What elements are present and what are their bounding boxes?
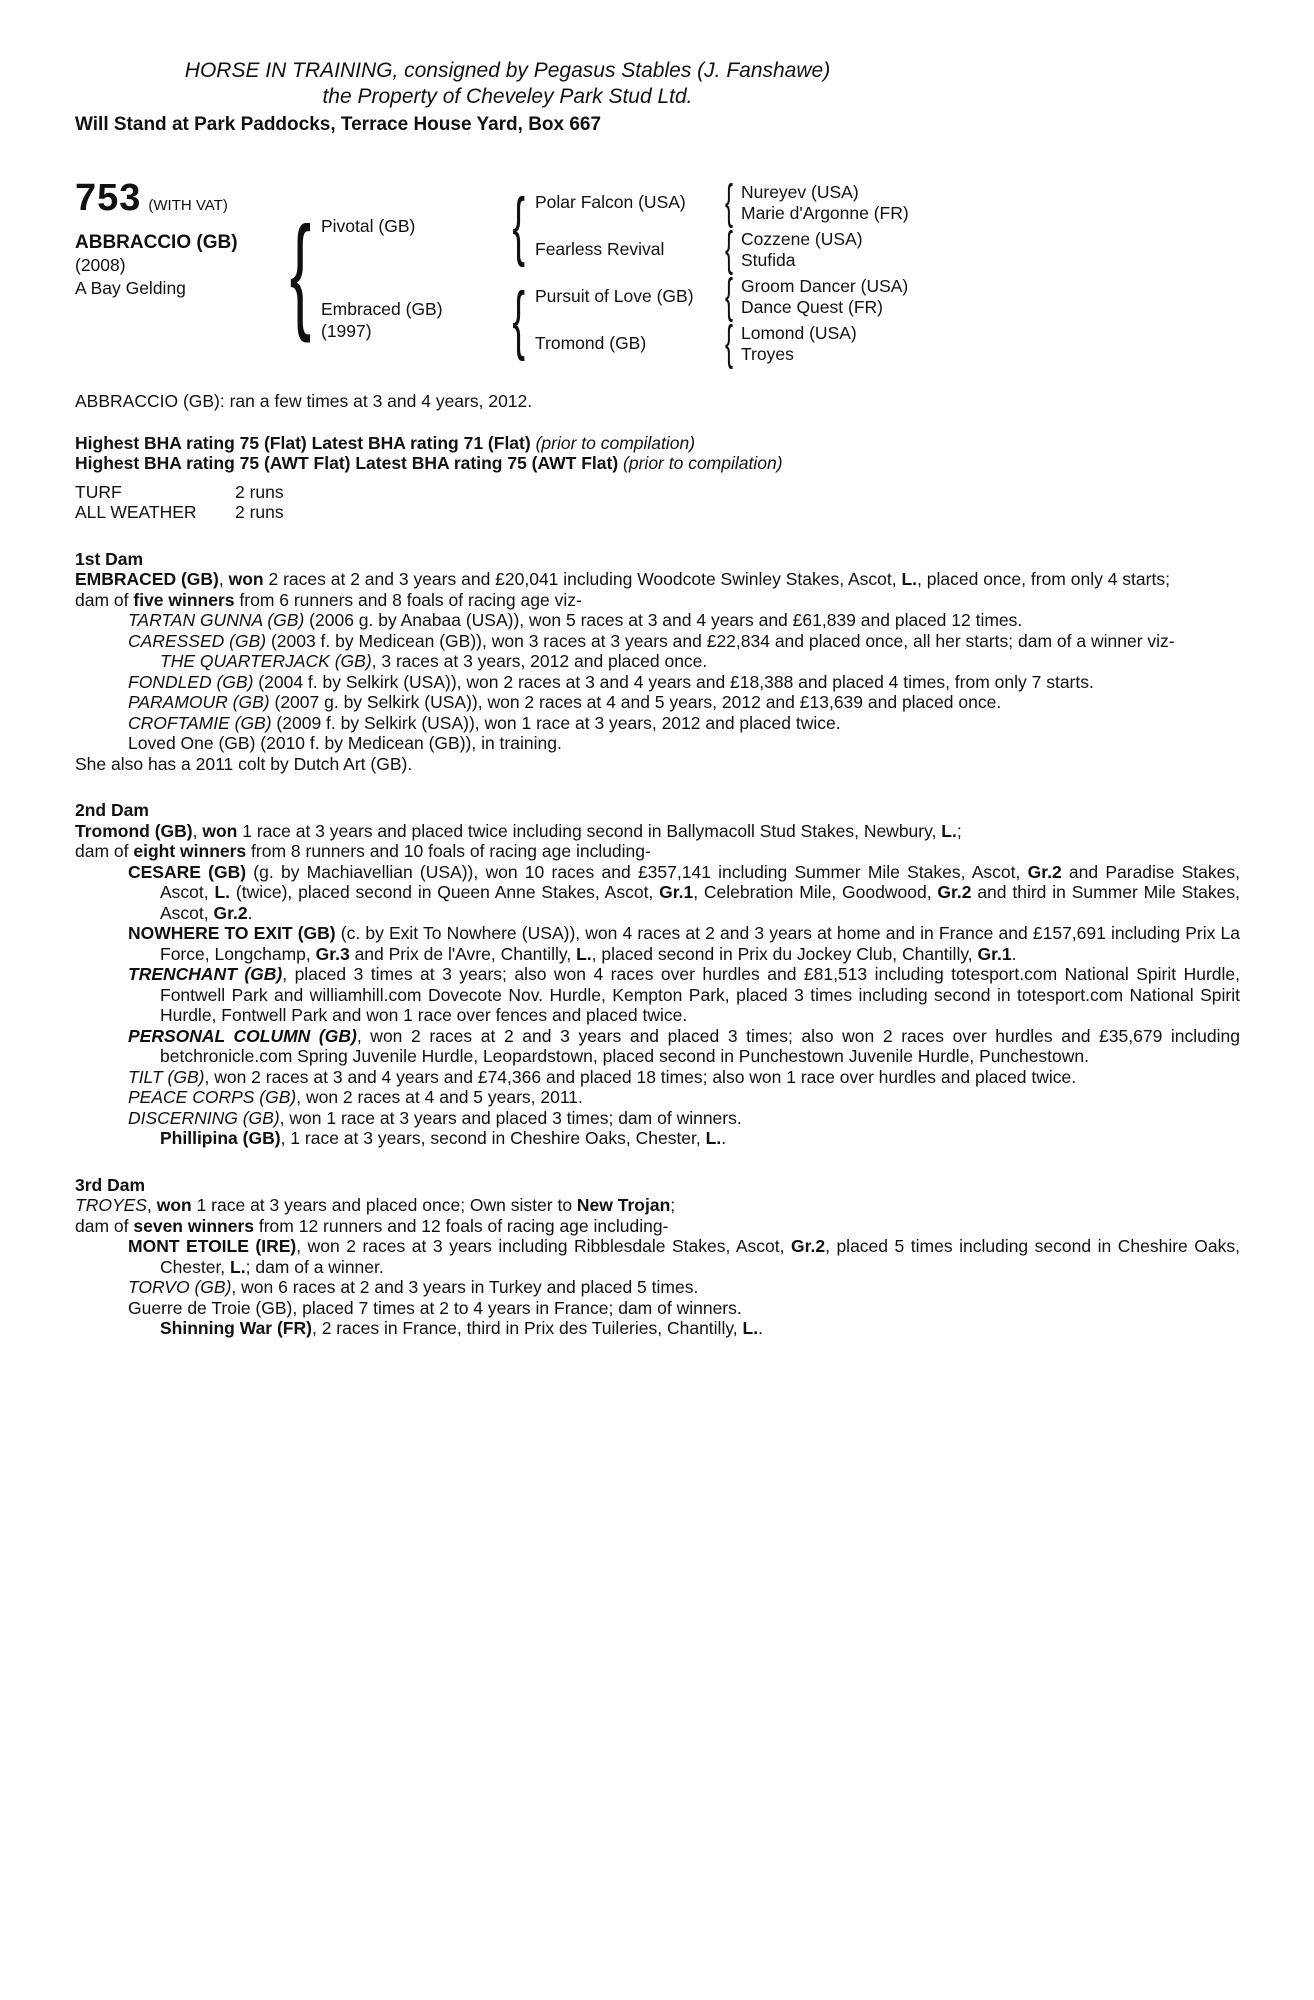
progeny-line — [75, 1108, 1240, 1129]
text-segment: (2006 g. by Anabaa (USA)), won 5 races at 3 and 4 years and £61,839 and placed 12 times. — [304, 610, 1023, 630]
sub-progeny-line — [75, 1318, 1240, 1339]
text-segment: (2009 f. by Selkirk (USA)), won 1 race at 3 years, 2012 and placed twice. — [271, 712, 841, 733]
lot-number-row — [75, 179, 287, 217]
dam-line — [75, 569, 1240, 590]
dam-line — [75, 821, 1240, 842]
text-segment: 1 race at 3 years and placed once; Own sister to — [191, 1195, 577, 1215]
text-segment: from 12 runners and 12 foals of racing age including- — [254, 1215, 669, 1236]
dam-line — [75, 1195, 1240, 1216]
text-segment: , won 6 races at 2 and 3 years in Turkey and placed 5 times. — [231, 1277, 699, 1297]
text-segment: (c. by Exit To Nowhere (USA)), won 4 races at 2 and 3 years at home and in France and £157,691 including Prix La Force, Longchamp, — [160, 923, 1240, 964]
pedigree-brace-icon — [721, 316, 738, 370]
text-segment: She also has a 2011 colt by Dutch Art (GB). — [75, 753, 413, 774]
pedigree-sire-sire-dam-name: Marie d'Argonne (FR) — [741, 202, 909, 223]
pedigree-dam-half — [313, 269, 1240, 370]
text-segment: won — [228, 569, 264, 589]
text-segment: , placed second in Prix du Jockey Club, Chantilly, — [591, 943, 978, 964]
pedigree-brace-icon — [721, 269, 738, 323]
section-heading-1st-dam — [75, 549, 1240, 570]
text-segment: ABBRACCIO (GB): ran a few times at 3 and 4 years, 2012. — [75, 391, 533, 411]
text-segment: eight winners — [133, 841, 247, 861]
progeny-line — [75, 862, 1240, 924]
dam-note-line — [75, 754, 1240, 775]
horse-foaling-year: (2008) — [75, 255, 126, 275]
text-segment: ; — [956, 820, 962, 841]
text-segment: L. — [742, 1318, 759, 1338]
pedigree-dam-sire-name: Pursuit of Love (GB) — [535, 286, 694, 307]
pedigree-dam — [313, 298, 509, 342]
progeny-line — [75, 1298, 1240, 1319]
text-segment: EMBRACED (GB) — [75, 569, 219, 589]
text-segment: . — [758, 1318, 763, 1338]
text-segment: . — [721, 1128, 727, 1148]
pedigree-quarter — [529, 269, 1240, 323]
text-segment: 3rd Dam — [75, 1174, 146, 1195]
progeny-line — [75, 923, 1240, 964]
horse-description: A Bay Gelding — [75, 278, 186, 298]
text-segment: . — [247, 902, 253, 923]
text-segment: , placed once, from only 4 starts; — [917, 569, 1170, 589]
pedigree-sire-sire-sire-name: Nureyev (USA) — [741, 181, 859, 202]
text-segment: PERSONAL COLUMN (GB) — [128, 1025, 357, 1046]
pedigree-dam-name: Embraced (GB) — [321, 299, 443, 319]
rating-line-2 — [75, 453, 1240, 474]
lot-section — [75, 175, 1240, 370]
text-segment: DISCERNING (GB) — [128, 1107, 280, 1128]
progeny-line — [75, 1026, 1240, 1067]
text-segment: and third in Summer Mile Stakes, Ascot, — [160, 882, 1240, 923]
text-segment: Gr.2 — [1027, 861, 1062, 882]
text-segment: 2nd Dam — [75, 800, 149, 820]
pedigree-brace-gen1-icon — [287, 179, 313, 367]
brace-glyph: { — [512, 182, 526, 268]
text-segment: Highest BHA rating 75 (AWT Flat) Latest BHA rating 75 (AWT Flat) — [75, 453, 624, 473]
pedigree-sire-name: Pivotal (GB) — [321, 216, 416, 236]
horse-summary — [75, 391, 1240, 412]
text-segment: , won 2 races at 3 and 4 years and £74,366 and placed 18 times; also won 1 race over hurdles and placed twice. — [204, 1066, 1077, 1087]
text-segment: , — [192, 820, 203, 841]
pedigree-gen3-pair — [738, 276, 1240, 318]
text-segment: , placed 5 times including second in Cheshire Oaks, Chester, — [160, 1236, 1240, 1277]
text-segment: Shinning War (FR) — [160, 1318, 312, 1338]
text-segment: 1 race at 3 years and placed twice including second in Ballymacoll Stud Stakes, Newbury, — [237, 820, 942, 841]
pedigree-gen3-pair — [738, 182, 1240, 224]
brace-glyph: { — [725, 222, 734, 276]
text-segment: dam of — [75, 1215, 134, 1236]
dam-produce-line — [75, 590, 1240, 611]
text-segment: . — [1011, 943, 1017, 964]
text-segment: Gr.1 — [977, 943, 1012, 964]
pedigree-brace-sire-icon — [509, 182, 529, 268]
dam-produce-line — [75, 841, 1240, 862]
text-segment: L. — [576, 943, 592, 964]
text-segment: Loved One (GB) (2010 f. by Medicean (GB)), in training. — [128, 733, 562, 753]
text-segment: won — [156, 1195, 192, 1215]
pedigree-dam-quarters — [529, 269, 1240, 370]
text-segment: MONT ETOILE (IRE) — [128, 1236, 297, 1256]
section-heading-2nd-dam — [75, 800, 1240, 821]
text-segment: , won 2 races at 3 years including Ribblesdale Stakes, Ascot, — [296, 1236, 792, 1256]
text-segment: (twice), placed second in Queen Anne Stakes, Ascot, — [230, 882, 660, 902]
text-segment: ALL WEATHER — [75, 502, 197, 522]
text-segment: Gr.2 — [937, 882, 972, 902]
sub-progeny-line — [75, 1128, 1240, 1149]
text-segment: CESARE (GB) — [128, 861, 247, 882]
text-segment: (2007 g. by Selkirk (USA)), won 2 races at 4 and 5 years, 2012 and £13,639 and placed once. — [269, 692, 1002, 712]
sub-progeny-line — [75, 651, 1240, 672]
text-segment: 1st Dam — [75, 548, 144, 569]
text-segment: won — [202, 820, 238, 841]
pedigree-sire-dam-name: Fearless Revival — [535, 239, 665, 260]
lot-number: 753 — [75, 177, 142, 219]
pedigree-dam-sire-dam-name: Dance Quest (FR) — [741, 296, 883, 317]
progeny-line — [75, 1087, 1240, 1108]
text-segment: TRENCHANT (GB) — [128, 964, 283, 984]
text-segment: Phillipina (GB) — [160, 1128, 281, 1148]
text-segment: L. — [941, 820, 957, 841]
progeny-line — [75, 964, 1240, 1026]
text-segment: (g. by Machiavellian (USA)), won 10 races and £357,141 including Summer Mile Stakes, Ascot, — [246, 861, 1028, 882]
brace-glyph: { — [725, 316, 734, 370]
text-segment: TURF — [75, 481, 122, 502]
text-segment: PEACE CORPS (GB) — [128, 1087, 297, 1107]
pedigree-sire-dam-sire-name: Cozzene (USA) — [741, 228, 863, 249]
text-segment: FONDLED (GB) — [128, 671, 254, 692]
horse-name: ABBRACCIO (GB) — [75, 232, 238, 253]
text-segment: L. — [901, 569, 918, 589]
text-segment: , won 2 races at 2 and 3 years and placed 3 times; also won 2 races over hurdles and £35,679 including betchronicle.com Spring Juvenile Hurdle, Leopardstown, placed second in Punchestown Juvenile Hurdle, Punchestown. — [160, 1025, 1241, 1066]
pedigree-sire-dam-dam-name: Stufida — [741, 249, 796, 270]
pedigree-halves — [313, 175, 1240, 370]
text-segment: PARAMOUR (GB) — [128, 692, 270, 712]
text-segment: 2 runs — [235, 481, 284, 502]
text-segment: Gr.2 — [213, 902, 248, 923]
text-segment: from 6 runners and 8 foals of racing age viz- — [234, 589, 582, 610]
text-segment: L. — [705, 1128, 722, 1148]
pedigree-sire-quarters — [529, 175, 1240, 276]
progeny-line — [75, 713, 1240, 734]
brace-glyph: { — [289, 201, 311, 345]
text-segment: TILT (GB) — [128, 1066, 205, 1087]
text-segment: , — [146, 1195, 157, 1215]
progeny-line — [75, 1067, 1240, 1088]
text-segment: Gr.1 — [659, 882, 694, 902]
catalog-body — [75, 391, 1240, 1339]
pedigree-quarter — [529, 316, 1240, 370]
pedigree-brace-icon — [721, 222, 738, 276]
text-segment: New Trojan — [576, 1195, 671, 1215]
runs-all-weather — [75, 502, 1240, 523]
pedigree-dam-sire-sire-name: Groom Dancer (USA) — [741, 275, 909, 296]
text-segment: five winners — [133, 589, 235, 610]
text-segment: , won 1 race at 3 years and placed 3 times; dam of winners. — [279, 1107, 742, 1128]
text-segment: THE QUARTERJACK (GB) — [160, 651, 372, 671]
text-segment: TORVO (GB) — [128, 1277, 232, 1297]
pedigree-dam-year: (1997) — [321, 321, 372, 341]
progeny-line — [75, 692, 1240, 713]
pedigree-sire — [313, 215, 509, 237]
text-segment: and Paradise Stakes, Ascot, — [160, 861, 1240, 902]
pedigree-gen3-pair — [738, 323, 1240, 365]
text-segment: dam of — [75, 589, 134, 610]
section-heading-3rd-dam — [75, 1175, 1240, 1196]
text-segment: Gr.3 — [315, 943, 350, 964]
text-segment: Tromond (GB) — [75, 820, 193, 841]
text-segment: , won 2 races at 4 and 5 years, 2011. — [296, 1087, 583, 1107]
text-segment: , Celebration Mile, Goodwood, — [693, 882, 938, 902]
pedigree-gen3-pair — [738, 229, 1240, 271]
text-segment: seven winners — [133, 1215, 254, 1236]
progeny-line — [75, 631, 1240, 652]
progeny-line — [75, 610, 1240, 631]
text-segment: (2004 f. by Selkirk (USA)), won 2 races at 3 and 4 years and £18,388 and placed 4 times, from only 7 starts. — [253, 671, 1094, 692]
lot-details — [75, 179, 287, 367]
stabling-location-line: Will Stand at Park Paddocks, Terrace House Yard, Box 667 — [75, 114, 602, 135]
pedigree-dam-dam-dam-name: Troyes — [741, 343, 794, 364]
progeny-line — [75, 733, 1240, 754]
text-segment: Highest BHA rating 75 (Flat) Latest BHA rating 71 (Flat) — [75, 432, 536, 453]
property-line: the Property of Cheveley Park Stud Ltd. — [322, 85, 693, 108]
text-segment: , 2 races in France, third in Prix des Tuileries, Chantilly, — [311, 1318, 743, 1338]
text-segment: from 8 runners and 10 foals of racing age including- — [246, 841, 651, 861]
text-segment: (prior to compilation) — [535, 432, 696, 453]
text-segment: TROYES — [75, 1195, 147, 1215]
text-segment: (2003 f. by Medicean (GB)), won 3 races at 3 years and £22,834 and placed once, all her starts; dam of a winner viz- — [266, 630, 1175, 651]
text-segment: L. — [214, 882, 231, 902]
text-segment: Guerre de Troie (GB), placed 7 times at 2 to 4 years in France; dam of winners. — [128, 1297, 742, 1318]
progeny-line — [75, 1236, 1240, 1277]
text-segment: , placed 3 times at 3 years; also won 4 races over hurdles and £81,513 including totesport.com National Spirit Hurdle, Fontwell Park and williamhill.com Dovecote Nov. Hurdle, Kempton Park, placed 3 times including second in totesport.com National Spirit Hurdle, Fontwell Park and won 1 race over fences and placed twice. — [160, 964, 1240, 1025]
text-segment: L. — [230, 1256, 246, 1277]
pedigree-dam-dam-name: Tromond (GB) — [535, 333, 647, 354]
brace-glyph: { — [725, 175, 734, 229]
pedigree-brace-dam-icon — [509, 276, 529, 362]
text-segment: ; — [670, 1195, 676, 1215]
text-segment: TARTAN GUNNA (GB) — [128, 610, 305, 630]
text-segment: CARESSED (GB) — [128, 630, 267, 651]
brace-glyph: { — [512, 276, 526, 362]
runs-turf — [75, 482, 1240, 503]
pedigree-quarter — [529, 175, 1240, 229]
text-segment: NOWHERE TO EXIT (GB) — [128, 923, 336, 943]
pedigree-brace-icon — [721, 175, 738, 229]
text-segment: and Prix de l'Avre, Chantilly, — [349, 943, 577, 964]
brace-glyph: { — [725, 269, 734, 323]
pedigree-sire-half — [313, 175, 1240, 276]
pedigree-dam-dam-sire-name: Lomond (USA) — [741, 322, 857, 343]
dam-produce-line — [75, 1216, 1240, 1237]
text-segment: 2 runs — [235, 502, 284, 522]
page-header — [75, 58, 940, 110]
text-segment: , 3 races at 3 years, 2012 and placed once. — [371, 651, 708, 671]
pedigree-quarter — [529, 222, 1240, 276]
text-segment: , 1 race at 3 years, second in Cheshire Oaks, Chester, — [280, 1128, 706, 1148]
progeny-line — [75, 672, 1240, 693]
pedigree-sire-sire-name: Polar Falcon (USA) — [535, 192, 686, 213]
text-segment: 2 races at 2 and 3 years and £20,041 including Woodcote Swinley Stakes, Ascot, — [263, 569, 902, 589]
text-segment: Gr.2 — [791, 1236, 826, 1256]
text-segment: , — [218, 569, 229, 589]
progeny-line — [75, 1277, 1240, 1298]
text-segment: dam of — [75, 841, 134, 861]
text-segment: CROFTAMIE (GB) — [128, 712, 272, 733]
lot-vat-note: (WITH VAT) — [148, 197, 228, 214]
text-segment: (prior to compilation) — [623, 453, 783, 473]
rating-line-1 — [75, 433, 1240, 454]
pedigree-tree — [287, 175, 1240, 370]
consignor-line: HORSE IN TRAINING, consigned by Pegasus Stables (J. Fanshawe) — [184, 59, 831, 82]
text-segment: ; dam of a winner. — [245, 1256, 384, 1277]
